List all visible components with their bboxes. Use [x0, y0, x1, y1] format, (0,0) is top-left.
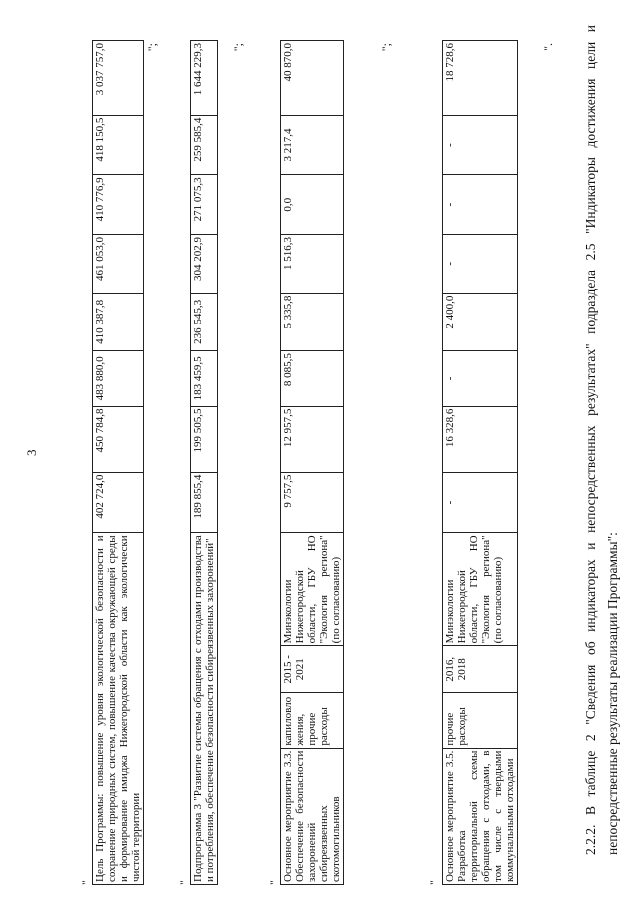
value-cell: - [443, 115, 518, 175]
value-cell: 410 387,8 [93, 293, 144, 351]
value-cell: 259 585,4 [191, 115, 218, 175]
open-quote: " [177, 880, 191, 885]
value-cell: 199 505,5 [191, 406, 218, 472]
measure-executor: Минэкологии Нижегородской области, ГБУ НО "Экология региона" (по согласованию) [281, 533, 344, 646]
value-cell: 5 335,8 [281, 293, 344, 351]
table-row [281, 41, 344, 885]
value-cell: - [443, 235, 518, 294]
value-cell: 16 328,6 [443, 406, 518, 472]
subprogram-text: Подпрограмма 3 "Развитие системы обращения с отходами производства и потребления, обеспечение безопасности сибиреязвенных захоронений" [191, 533, 218, 885]
measure-name: Основное мероприятие 3.5. Разработка территориальной схемы обращения с отходами, в том числе с твердыми коммунальными отходами [443, 748, 518, 884]
value-cell: 483 880,0 [93, 351, 144, 406]
value-cell: 1 644 229,3 [191, 41, 218, 116]
goal-table [92, 40, 144, 885]
value-cell: 189 855,4 [191, 472, 218, 533]
table-row [443, 41, 518, 885]
measure-name: Основное мероприятие 3.3. Обеспечение безопасности захоронений сибиреязвенных скотомогильников [281, 748, 344, 884]
measure-3-5-table [442, 40, 518, 885]
value-cell: 450 784,8 [93, 406, 144, 472]
value-cell: - [443, 351, 518, 406]
value-cell: 461 053,0 [93, 235, 144, 294]
value-cell: 304 202,9 [191, 235, 218, 294]
value-cell: 183 459,5 [191, 351, 218, 406]
table-row [191, 41, 218, 885]
measure-category: капиловложения, прочие расходы [281, 693, 344, 748]
measure-years: 2015 - 2021 [281, 646, 344, 693]
value-cell: - [443, 472, 518, 533]
open-quote: " [427, 880, 441, 885]
open-quote: " [267, 880, 281, 885]
page-number: 3 [24, 449, 39, 456]
value-cell: 0,0 [281, 175, 344, 235]
open-quote: " [79, 880, 93, 885]
goal-text: Цель Программы: повышение уровня экологической безопасности и сохранение природных систем, повышение качества окружающей среды и формирование имиджа Нижегородской области как экологически чистой территории [93, 533, 144, 885]
value-cell: 1 516,3 [281, 235, 344, 294]
measure-3-3-table [280, 40, 344, 885]
measure-years: 2016, 2018 [443, 646, 518, 693]
table-row [93, 41, 144, 885]
value-cell: - [443, 175, 518, 235]
close-quote: "; [231, 43, 245, 52]
value-cell: 8 085,5 [281, 351, 344, 406]
close-quote: "; [379, 43, 393, 52]
value-cell: 402 724,0 [93, 472, 144, 533]
subprogram-table [190, 40, 218, 885]
value-cell: 418 150,5 [93, 115, 144, 175]
value-cell: 12 957,5 [281, 406, 344, 472]
close-quote: ". [541, 43, 555, 51]
rotated-content [50, 15, 630, 885]
value-cell: 3 037 757,0 [93, 41, 144, 116]
value-cell: 271 075,3 [191, 175, 218, 235]
measure-category: прочие расходы [443, 693, 518, 748]
value-cell: 40 870,0 [281, 41, 344, 116]
section-paragraph [580, 25, 624, 885]
value-cell: 3 217,4 [281, 115, 344, 175]
value-cell: 2 400,0 [443, 293, 518, 351]
value-cell: 410 776,9 [93, 175, 144, 235]
paragraph-text: 2.2.2. В таблице 2 "Сведения об индикаторах и непосредственных результатах" подраздела 2.5 "Индикаторы достижения цели и непосредственные результаты реализации Программы": [583, 25, 620, 855]
value-cell: 9 757,5 [281, 472, 344, 533]
value-cell: 236 545,3 [191, 293, 218, 351]
measure-executor: Минэкологии Нижегородской области, ГБУ НО "Экология региона" (по согласованию) [443, 533, 518, 646]
close-quote: "; [145, 43, 159, 52]
value-cell: 18 728,6 [443, 41, 518, 116]
